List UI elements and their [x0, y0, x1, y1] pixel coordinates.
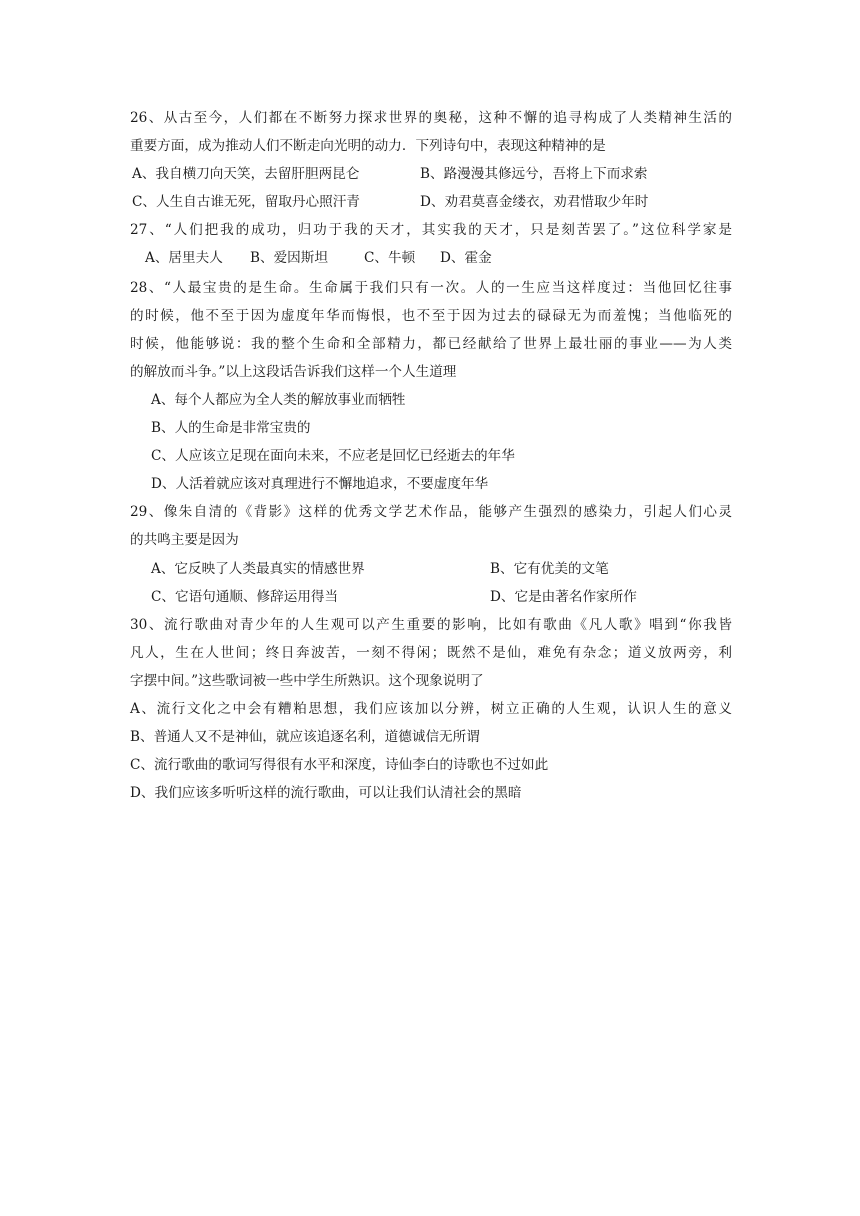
q26-stem-line-1: 26、从古至今，人们都在不断努力探求世界的奥秘，这种不懈的追寻构成了人类精神生活的	[130, 110, 732, 126]
q26-option-c: C、人生自古谁无死，留取丹心照汗青	[132, 194, 360, 210]
q30-stem-line-1: 30、流行歌曲对青少年的人生观可以产生重要的影响，比如有歌曲《凡人歌》唱到“你我皆	[130, 617, 732, 633]
q29-option-c: C、它语句通顺、修辞运用得当	[151, 589, 339, 605]
q30-option-b: B、普通人又不是神仙，就应该追逐名利，道德诚信无所谓	[130, 729, 480, 745]
q28-stem-line-2: 的时候，他不至于因为虚度年华而悔恨，也不至于因为过去的碌碌无为而羞愧；当他临死的	[130, 308, 732, 324]
q30-option-c: C、流行歌曲的歌词写得很有水平和深度，诗仙李白的诗歌也不过如此	[130, 757, 549, 773]
q27-option-d: D、霍金	[440, 250, 492, 266]
q29-stem-line-2: 的共鸣主要是因为	[130, 532, 239, 548]
q30-stem-line-2: 凡人，生在人世间；终日奔波苦，一刻不得闲；既然不是仙，难免有杂念；道义放两旁，利	[130, 645, 732, 661]
q30-option-d: D、我们应该多听听这样的流行歌曲，可以让我们认清社会的黑暗	[130, 785, 522, 801]
q29-option-d: D、它是由著名作家所作	[490, 589, 637, 605]
q30-stem-line-3: 字摆中间。”这些歌词被一些中学生所熟识。这个现象说明了	[130, 673, 484, 689]
q27-option-b: B、爱因斯坦	[250, 250, 328, 266]
q28-option-c: C、人应该立足现在面向未来，不应老是回忆已经逝去的年华	[151, 448, 515, 464]
q30-option-a: A、流行文化之中会有糟粕思想，我们应该加以分辨，树立正确的人生观，认识人生的意义	[130, 701, 732, 717]
q26-option-b: B、路漫漫其修远兮，吾将上下而求索	[420, 166, 648, 182]
q26-option-d: D、劝君莫喜金缕衣，劝君惜取少年时	[420, 194, 649, 210]
q28-option-d: D、人活着就应该对真理进行不懈地追求，不要虚度年华	[151, 476, 489, 492]
q26-stem-line-2: 重要方面，成为推动人们不断走向光明的动力．下列诗句中，表现这种精神的是	[130, 138, 606, 154]
q28-stem-line-3: 时候，他能够说：我的整个生命和全部精力，都已经献给了世界上最壮丽的事业——为人类	[130, 336, 732, 352]
q28-stem-line-4: 的解放而斗争。”以上这段话告诉我们这样一个人生道理	[130, 364, 457, 380]
q29-stem-line-1: 29、像朱自清的《背影》这样的优秀文学艺术作品，能够产生强烈的感染力，引起人们心灵	[130, 504, 732, 520]
q28-stem-line-1: 28、“人最宝贵的是生命。生命属于我们只有一次。人的一生应当这样度过：当他回忆往事	[130, 280, 732, 296]
q26-option-a: A、我自横刀向天笑，去留肝胆两昆仑	[132, 166, 360, 182]
q29-option-a: A、它反映了人类最真实的情感世界	[151, 561, 365, 577]
q28-option-a: A、每个人都应为全人类的解放事业而牺牲	[151, 392, 406, 408]
q27-stem: 27、“人们把我的成功，归功于我的天才，其实我的天才，只是刻苦罢了。”这位科学家是	[130, 222, 732, 238]
q28-option-b: B、人的生命是非常宝贵的	[151, 420, 311, 436]
q29-option-b: B、它有优美的文笔	[490, 561, 609, 577]
q27-option-a: A、居里夫人	[145, 250, 223, 266]
q27-option-c: C、牛顿	[364, 250, 416, 266]
